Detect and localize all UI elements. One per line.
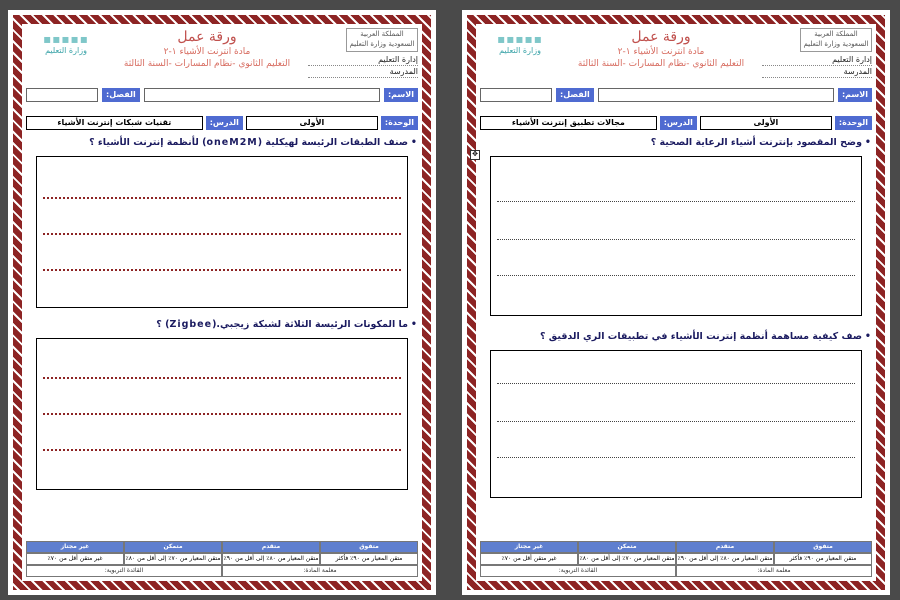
criteria-cell[interactable]: غير متقن أقل من ٧٠٪ — [26, 553, 124, 565]
signature-row — [480, 565, 872, 577]
question-1 — [26, 136, 418, 150]
student-info-bar — [26, 88, 418, 102]
criteria-cell[interactable]: متقن المعيار من ٩٠٪ فأكثر — [774, 553, 872, 565]
answer-line — [497, 383, 855, 384]
logo-mark-icon: ▪▪▪▪▪ — [497, 32, 543, 46]
bullet-icon: • — [864, 331, 872, 342]
level-proficient: متمكن — [578, 541, 676, 553]
lesson-value: تقنيات شبكات إنترنت الأشياء — [26, 116, 203, 130]
level-not-passed: غير مجتاز — [26, 541, 124, 553]
principal-signature[interactable]: القائدة التربوية: — [26, 565, 222, 577]
question-text: صف كيفية مساهمة أنظمة إنترنت الأشياء في تطبيقات الري الدقيق ؟ — [539, 331, 862, 342]
lesson-label: الدرس: — [206, 116, 243, 130]
subject-name: مادة انترنت الأشياء ١-٢ — [163, 47, 251, 57]
answer-line — [497, 457, 855, 458]
education-logo-name: وزارة التعليم — [45, 46, 87, 55]
criteria-cell[interactable]: غير متقن أقل من ٧٠٪ — [480, 553, 578, 565]
assessment-criteria-row — [26, 553, 418, 565]
education-logo-name: وزارة التعليم — [499, 46, 541, 55]
title-block — [116, 28, 298, 70]
bullet-icon: • — [410, 137, 418, 148]
answer-line — [43, 377, 401, 379]
name-field[interactable] — [598, 88, 834, 102]
assessment-header-row — [26, 541, 418, 553]
answer-line — [497, 275, 855, 276]
answer-line — [497, 239, 855, 240]
student-info-bar — [480, 88, 872, 102]
worksheet-title: ورقة عمل — [631, 29, 691, 45]
level-excellent: متفوق — [320, 541, 418, 553]
question-text: صنف الطبقات الرئيسة لهيكلية (oneM2M) لأنظمة إنترنت الأشياء ؟ — [89, 137, 408, 148]
ministry-logo: المملكة العربية السعودية وزارة التعليم — [346, 28, 418, 52]
question-2 — [480, 330, 872, 344]
question-text: ما المكونات الرئيسة الثلاثة لشبكة زيجبي.(Zigbee) ؟ — [156, 319, 408, 330]
worksheet-page-left — [8, 10, 436, 595]
question-1 — [480, 136, 872, 150]
answer-box-1[interactable] — [490, 156, 862, 316]
school-label: المدرسة — [308, 66, 418, 78]
criteria-cell[interactable]: متقن المعيار من ٩٠٪ فأكثر — [320, 553, 418, 565]
unit-value: الأولى — [246, 116, 378, 130]
answer-box-1[interactable] — [36, 156, 408, 308]
track-name: التعليم الثانوي -نظام المسارات -السنة الثالثة — [577, 59, 745, 69]
answer-line — [43, 197, 401, 199]
unit-label: الوحدة: — [835, 116, 872, 130]
assessment-table — [26, 541, 418, 577]
name-field[interactable] — [144, 88, 380, 102]
admin-label: إدارة التعليم — [308, 54, 418, 66]
level-excellent: متفوق — [774, 541, 872, 553]
answer-line — [497, 421, 855, 422]
class-label: الفصل: — [102, 88, 140, 102]
assessment-criteria-row — [480, 553, 872, 565]
title-block — [570, 28, 752, 70]
criteria-cell[interactable]: متقن المعيار من ٨٠٪ إلى أقل من ٩٠٪ — [676, 553, 774, 565]
answer-line — [497, 201, 855, 202]
subject-name: مادة انترنت الأشياء ١-٢ — [617, 47, 705, 57]
answer-line — [43, 269, 401, 271]
worksheet-title: ورقة عمل — [177, 29, 237, 45]
school-label: المدرسة — [762, 66, 872, 78]
level-not-passed: غير مجتاز — [480, 541, 578, 553]
education-logo — [26, 32, 106, 72]
level-advanced: متقدم — [222, 541, 320, 553]
principal-signature[interactable]: القائدة التربوية: — [480, 565, 676, 577]
criteria-cell[interactable]: متقن المعيار من ٨٠٪ إلى أقل من ٩٠٪ — [222, 553, 320, 565]
worksheet-page-right — [462, 10, 890, 595]
answer-line — [43, 413, 401, 415]
answer-box-2[interactable] — [36, 338, 408, 490]
assessment-table — [480, 541, 872, 577]
page-header — [26, 28, 418, 84]
bullet-icon: • — [864, 137, 872, 148]
teacher-signature[interactable]: معلمة المادة: — [222, 565, 418, 577]
level-proficient: متمكن — [124, 541, 222, 553]
unit-value: الأولى — [700, 116, 832, 130]
track-name: التعليم الثانوي -نظام المسارات -السنة الثالثة — [123, 59, 291, 69]
lesson-label: الدرس: — [660, 116, 697, 130]
criteria-cell[interactable]: متقن المعيار من ٧٠٪ إلى أقل من ٨٠٪ — [578, 553, 676, 565]
name-label: الاسم: — [384, 88, 418, 102]
admin-fields — [308, 54, 418, 78]
unit-lesson-bar — [26, 116, 418, 130]
unit-label: الوحدة: — [381, 116, 418, 130]
page-content — [26, 28, 418, 577]
move-handle-icon[interactable]: ✥ — [470, 150, 480, 160]
criteria-cell[interactable]: متقن المعيار من ٧٠٪ إلى أقل من ٨٠٪ — [124, 553, 222, 565]
assessment-header-row — [480, 541, 872, 553]
admin-fields — [762, 54, 872, 78]
logo-mark-icon: ▪▪▪▪▪ — [43, 32, 89, 46]
unit-lesson-bar — [480, 116, 872, 130]
ministry-logo: المملكة العربية السعودية وزارة التعليم — [800, 28, 872, 52]
question-text: وضح المقصود بإنترنت أشياء الرعاية الصحية ؟ — [650, 137, 862, 148]
admin-label: إدارة التعليم — [762, 54, 872, 66]
class-label: الفصل: — [556, 88, 594, 102]
page-header — [480, 28, 872, 84]
teacher-signature[interactable]: معلمة المادة: — [676, 565, 872, 577]
lesson-value: مجالات تطبيق إنترنت الأشياء — [480, 116, 657, 130]
answer-line — [43, 449, 401, 451]
answer-line — [43, 233, 401, 235]
signature-row — [26, 565, 418, 577]
level-advanced: متقدم — [676, 541, 774, 553]
bullet-icon: • — [410, 319, 418, 330]
page-content — [480, 28, 872, 577]
class-field[interactable] — [26, 88, 98, 102]
name-label: الاسم: — [838, 88, 872, 102]
class-field[interactable] — [480, 88, 552, 102]
question-2 — [26, 318, 418, 332]
education-logo — [480, 32, 560, 72]
answer-box-2[interactable] — [490, 350, 862, 498]
